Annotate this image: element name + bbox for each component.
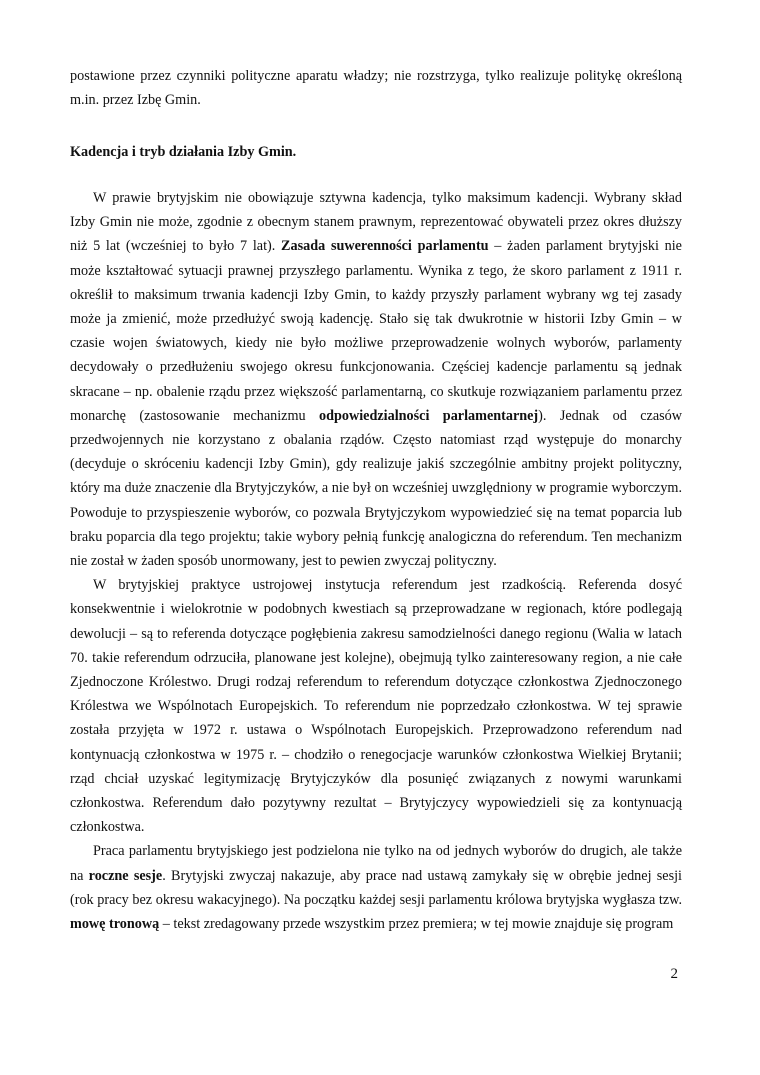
page-number: 2 <box>670 966 678 982</box>
bold-term-throne-speech: mowę tronową <box>70 916 160 933</box>
text-run: W prawie brytyjskim nie obowiązuje sztywna kadencja, tylko maksimum kadencji. Wybrany skład Izby Gmin nie może, zgodnie z obecnym stanem prawnym, reprezentować obywateli przez okres dłuższy niż 5 lat (wcześniej to było 7 lat). <box>70 190 682 255</box>
text-run: – tekst zredagowany przede wszystkim przez premiera; w tej mowie znajduje się program <box>159 916 674 933</box>
text-run: – żaden parlament brytyjski nie może kształtować sytuacji prawnej przyszłego parlamentu. Wynika z tego, że skoro parlament z 1911 r. określił to maksimum trwania kadencji Izby Gmin, to każdy przyszły parlament wybrany wg tej zasady może ja zmienić, może przedłużyć swoją kadencję. Stało się tak dwukrotnie w historii Izby Gmin – w czasie wojen światowych, kiedy nie było możliwe przeprowadzenie wolnych wyborów, parlamenty decydowały o przedłużeniu swojego okresu funkcjonowania. Częściej kadencje parlamentu są jednak skracane – np. obalenie rządu przez większość parlamentarną, co skutkuje rozwiązaniem parlamentu przez monarchę (zastosowanie mechanizmu <box>70 238 682 424</box>
intro-paragraph: postawione przez czynniki polityczne aparatu władzy; nie rozstrzyga, tylko realizuje politykę określoną m.in. przez Izbę Gmin. <box>70 68 682 109</box>
bold-term-responsibility: odpowiedzialności parlamentarnej <box>319 407 539 424</box>
text-run: ). Jednak od czasów przedwojennych nie korzystano z obalania rządów. Często natomiast rząd występuje do monarchy (decyduje o skróceniu kadencji Izby Gmin), gdy realizuje jakiś szczególnie ambitny projekt polityczny, który ma duże znaczenie dla Brytyjczyków, a nie był on wcześniej uwzględniony w programie wyborczym. Powoduje to przyspieszenie wyborów, co pozwala Brytyjczykom wypowiedzieć się na temat poparcia lub braku poparcia dla tego projektu; takie wybory pełnią funkcję analogiczna do referendum. Ten mechanizm nie został w żaden sposób unormowany, jest to pewien zwyczaj polityczny. <box>70 407 683 570</box>
text-run: . Brytyjski zwyczaj nakazuje, aby prace nad ustawą zamykały się w obrębie jednej sesji (rok pracy bez okresu wakacyjnego). Na początku każdej sesji parlamentu królowa brytyjska wygłasza tzw. <box>70 867 682 908</box>
section-heading: Kadencja i tryb działania Izby Gmin. <box>70 144 297 160</box>
paragraph-sessions <box>70 839 682 936</box>
text-run: Praca parlamentu brytyjskiego jest podzielona nie tylko na od jednych wyborów do drugich, ale także na <box>70 843 682 884</box>
paragraph-referendum: W brytyjskiej praktyce ustrojowej instytucja referendum jest rzadkością. Referenda dosyć konsekwentnie i wielokrotnie w podobnych kwestiach są przeprowadzane w regionach, które podlegają dewolucji – są to referenda dotyczące pogłębienia zakresu samodzielności danego regionu (Walia w latach 70. takie referendum odrzuciła, planowane jest kolejne), obejmują tylko zainteresowany region, a nie całe Zjednoczone Królestwo. Drugi rodzaj referendum to referendum dotyczące członkostwa Zjednoczonego Królestwa we Wspólnotach Europejskich. To referendum nie poprzedzało członkostwa. W tej sprawie została przyjęta w 1972 r. ustawa o Wspólnotach Europejskich. Przeprowadzono referendum nad kontynuacją członkostwa w 1975 r. – chodziło o renegocjacje warunków członkostwa Wielkiej Brytanii; rząd chciał uzyskać legitymizację Brytyjczyków dla posunięć związanych z nowymi warunkami członkostwa. Referendum dało pozytywny rezultat – Brytyjczycy wypowiedzieli się za kontynuacją członkostwa. <box>70 577 682 836</box>
bold-term-annual-sessions: roczne sesje <box>88 867 163 884</box>
bold-term-sovereignty: Zasada suwerenności parlamentu <box>281 238 489 255</box>
paragraph-term-of-office <box>70 186 682 573</box>
section-body <box>70 186 682 936</box>
